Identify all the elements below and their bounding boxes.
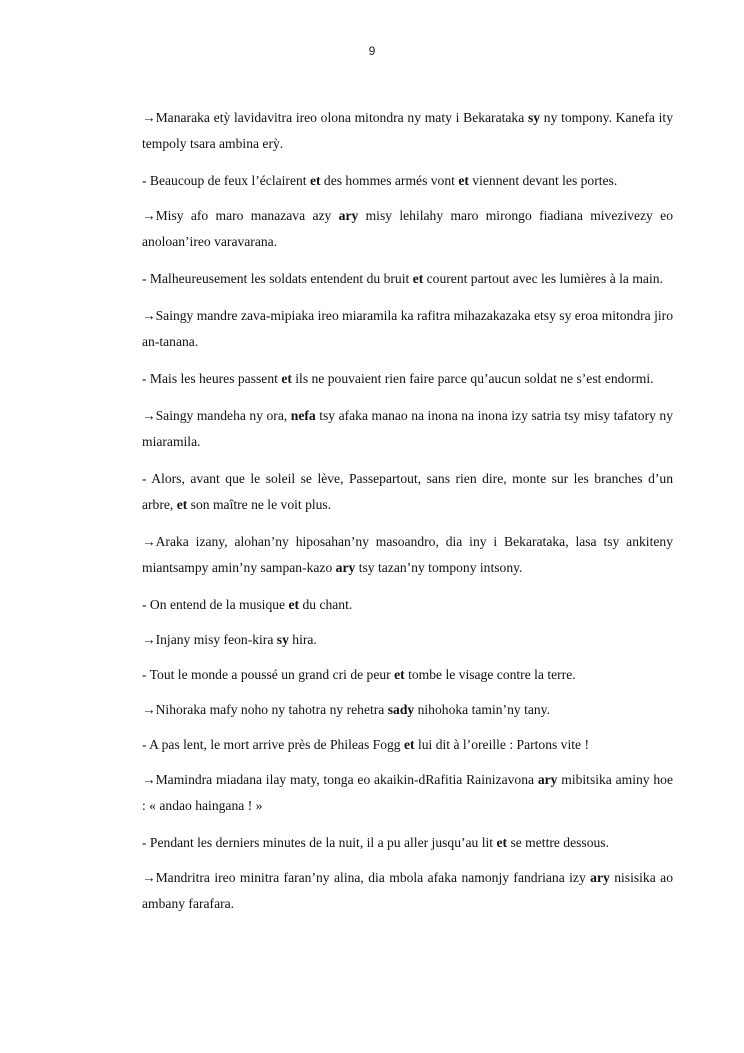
page-number: 9 — [368, 44, 376, 58]
paragraph — [142, 592, 673, 618]
text-run: nihohoka tamin’ny tany. — [414, 702, 550, 717]
paragraph — [142, 466, 673, 518]
text-run: →Injany misy feon-kira — [142, 632, 277, 647]
text-run: →Manaraka etỳ lavidavitra ireo olona mitondra ny maty i Bekarataka — [142, 110, 528, 125]
text-run: - Tout le monde a poussé un grand cri de peur — [142, 667, 395, 682]
paragraph — [142, 266, 673, 292]
text-body — [142, 105, 673, 928]
bold-conjunction: ary — [338, 208, 359, 223]
text-run: →Misy afo maro manazava azy — [142, 208, 339, 223]
paragraph — [142, 767, 673, 819]
bold-conjunction: et — [176, 497, 188, 512]
text-run: lui dit à l’oreille : Partons vite ! — [414, 737, 589, 752]
bold-conjunction: nefa — [290, 408, 316, 423]
bold-conjunction: ary — [335, 560, 356, 575]
text-run: se mettre dessous. — [507, 835, 609, 850]
paragraph — [142, 303, 673, 355]
text-run: - Mais les heures passent — [142, 371, 282, 386]
paragraph — [142, 627, 673, 653]
text-run: →Saingy mandre zava-mipiaka ireo miaramila ka rafitra mihazakazaka etsy sy eroa mitondra jiro an-tanana. — [142, 308, 673, 349]
text-run: - Beaucoup de feux l’éclairent — [142, 173, 310, 188]
text-run: des hommes armés vont — [320, 173, 459, 188]
text-run: - Pendant les derniers minutes de la nuit, il a pu aller jusqu’au lit — [142, 835, 497, 850]
text-run: →Saingy mandeha ny ora, — [142, 408, 291, 423]
bold-conjunction: et — [309, 173, 321, 188]
text-run: viennent devant les portes. — [468, 173, 618, 188]
paragraph — [142, 203, 673, 255]
text-run: courent partout avec les lumières à la main. — [423, 271, 663, 286]
text-run: mibitsika aminy hoe : « andao haingana ! » — [142, 772, 673, 813]
text-run: ils ne pouvaient rien faire parce qu’aucun soldat ne s’est endormi. — [291, 371, 654, 386]
text-run: nisisika ao ambany farafara. — [142, 870, 673, 911]
paragraph — [142, 529, 673, 581]
text-run: →Mamindra miadana ilay maty, tonga eo akaikin-dRafitia Rainizavona — [142, 772, 538, 787]
bold-conjunction: ary — [537, 772, 558, 787]
text-run: hira. — [288, 632, 317, 647]
text-run: tsy tazan’ny tompony intsony. — [355, 560, 523, 575]
paragraph — [142, 366, 673, 392]
bold-conjunction: et — [458, 173, 469, 188]
paragraph — [142, 865, 673, 917]
paragraph — [142, 697, 673, 723]
text-run: →Nihoraka mafy noho ny tahotra ny rehetra — [142, 702, 388, 717]
bold-conjunction: sy — [527, 110, 541, 125]
bold-conjunction: et — [412, 271, 424, 286]
bold-conjunction: et — [394, 667, 405, 682]
paragraph — [142, 403, 673, 455]
bold-conjunction: et — [281, 371, 292, 386]
text-run: du chant. — [299, 597, 353, 612]
paragraph — [142, 105, 673, 157]
text-run: - A pas lent, le mort arrive près de Phileas Fogg — [142, 737, 405, 752]
text-run: →Mandritra ireo minitra faran’ny alina, dia mbola afaka namonjy fandriana izy — [142, 870, 591, 885]
bold-conjunction: sady — [387, 702, 415, 717]
text-run: - Alors, avant que le soleil se lève, Passepartout, sans rien dire, monte sur les branches d’un arbre, — [142, 471, 673, 512]
paragraph — [142, 732, 673, 758]
text-run: →Araka izany, alohan’ny hiposahan’ny masoandro, dia iny i Bekarataka, lasa tsy ankiteny miantsampy amin’ny sampan-kazo — [142, 534, 673, 575]
bold-conjunction: et — [404, 737, 415, 752]
text-run: - On entend de la musique — [142, 597, 289, 612]
paragraph — [142, 168, 673, 194]
text-run: tsy afaka manao na inona na inona izy satria tsy misy tafatory ny miaramila. — [142, 408, 673, 449]
text-run: misy lehilahy maro mirongo fiadiana mivezivezy eo anoloan’ireo varavarana. — [142, 208, 673, 249]
bold-conjunction: et — [288, 597, 300, 612]
bold-conjunction: et — [496, 835, 508, 850]
text-run: tombe le visage contre la terre. — [404, 667, 576, 682]
text-run: son maître ne le voit plus. — [187, 497, 332, 512]
paragraph — [142, 830, 673, 856]
bold-conjunction: ary — [590, 870, 610, 885]
bold-conjunction: sy — [276, 632, 289, 647]
paragraph — [142, 662, 673, 688]
text-run: - Malheureusement les soldats entendent du bruit — [142, 271, 413, 286]
text-run: ny tompony. Kanefa ity tempoly tsara ambina erỳ. — [142, 110, 673, 151]
